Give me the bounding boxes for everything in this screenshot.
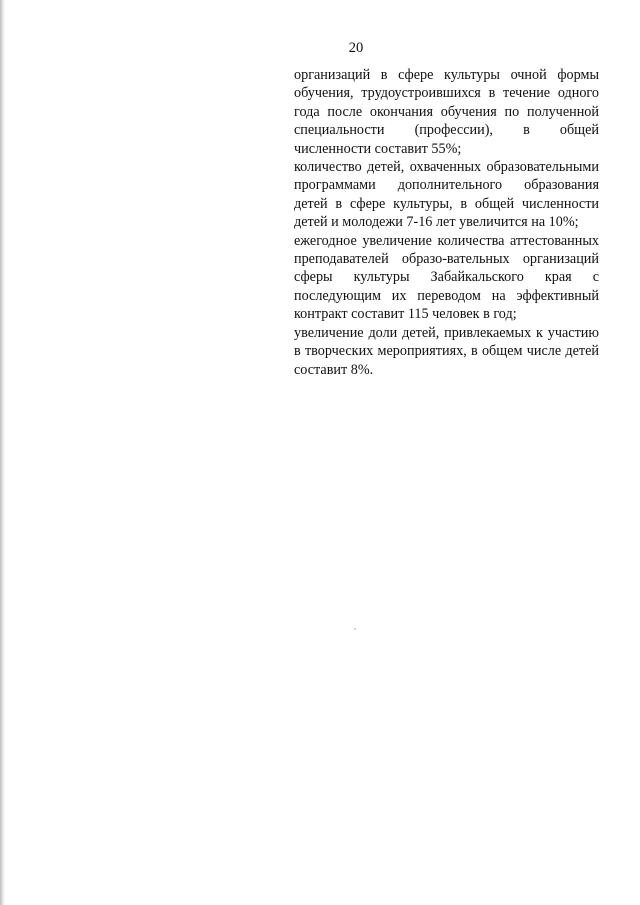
- scan-edge: [0, 0, 5, 905]
- paragraph-children-coverage: количество детей, охваченных образовательными программами дополнительного образования детей в сфере культуры, в общей численности детей и молодежи 7-16 лет увеличится на 10%;: [294, 159, 599, 231]
- text-column: [294, 66, 599, 379]
- paragraph-teachers-certification: ежегодное увеличение количества аттестованных преподавателей образо-вательных организаций сферы культуры Забайкальского края с последующим их переводом на эффективный контракт составит 115 человек в год;: [294, 232, 599, 323]
- paragraph-children-participation: увеличение доли детей, привлекаемых к участию в творческих мероприятиях, в общем числе детей составит 8%.: [294, 324, 599, 378]
- scan-speck: [354, 628, 356, 630]
- paragraph-graduates-employment: организаций в сфере культуры очной формы обучения, трудоустроившихся в течение одного года после окончания обучения по полученной специальности (профессии), в общей численности составит 55%;: [294, 67, 599, 157]
- page-number: 20: [348, 40, 364, 56]
